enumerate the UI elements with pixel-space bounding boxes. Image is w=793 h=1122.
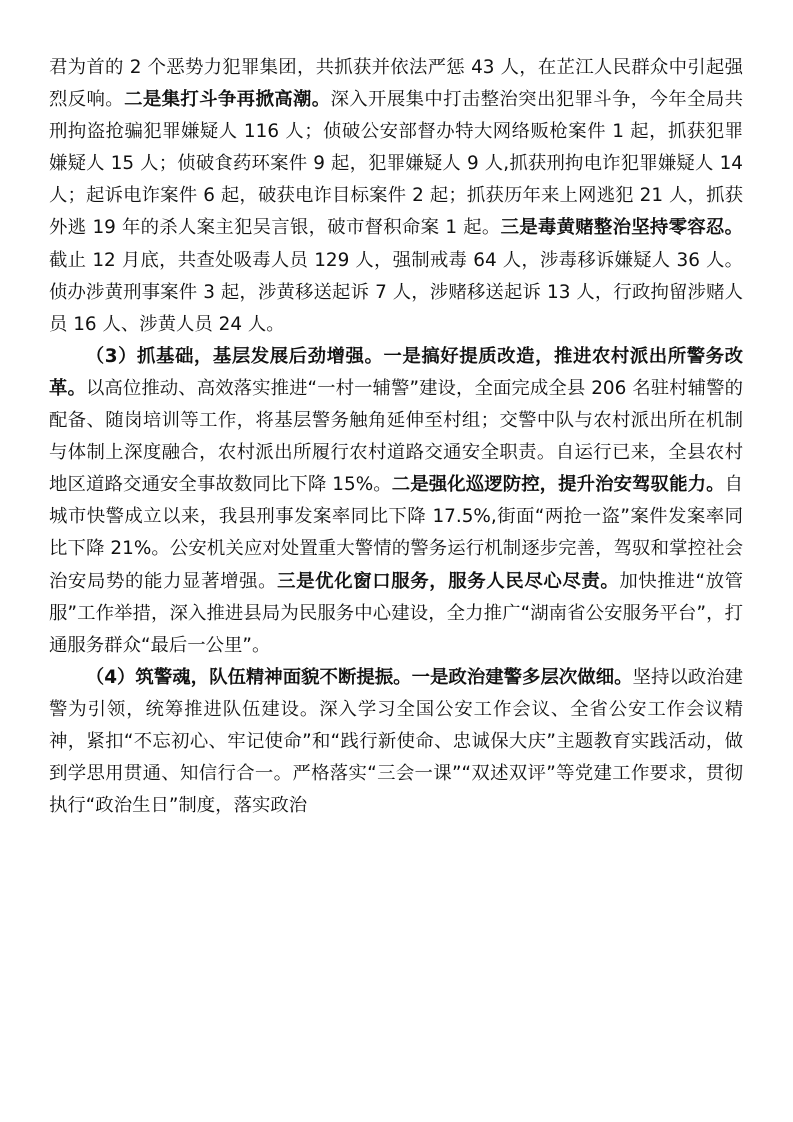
- section-heading: （3）抓基础，基层发展后劲增强。一是搞好提质改造，推进农村派出所警务改革。: [49, 345, 743, 399]
- paragraph-2: [49, 341, 743, 662]
- bold-heading: 二是集打斗争再掀高潮。: [124, 89, 331, 111]
- paragraph-1: [49, 52, 743, 341]
- text-run: 以高位推动、高效落实推进“一村一辅警”建设，全面完成全县 206 名驻村辅警的配备、随岗培训等工作，将基层警务触角延伸至村组；交警中队与农村派出所在机制与体制上深度融合，农村派出所履行农村道路交通安全职责。自运行已来，全县农村地区道路交通安全事故数同比下降 15%。: [49, 377, 743, 496]
- bold-heading: 三是优化窗口服务，服务人民尽心尽责。: [277, 570, 620, 592]
- paragraph-3: [49, 662, 743, 822]
- text-run: 自城市快警成立以来，我县刑事发案率同比下降 17.5%,街面“两抢一盗”案件发案率同比下降 21%。公安机关应对处置重大警情的警务运行机制逐步完善，驾驭和掌控社会治安局势的能力显著增强。: [49, 474, 743, 592]
- text-run: 坚持以政治建警为引领，统筹推进队伍建设。深入学习全国公安工作会议、全省公安工作会议精神，紧扣“不忘初心、牢记使命”和“践行新使命、忠诚保大庆”主题教育实践活动，做到学思用贯通、知信行合一。严格落实“三会一课”“双述双评”等党建工作要求，贯彻执行“政治生日”制度，落实政治: [49, 666, 743, 817]
- text-run: 加快推进“放管服”工作举措，深入推进县局为民服务中心建设，全力推广“湖南省公安服务平台”，打通服务群众“最后一公里”。: [49, 570, 743, 656]
- section-heading: （4）筑警魂，队伍精神面貌不断提振。一是政治建警多层次做细。: [85, 666, 633, 688]
- text-run: 截止 12 月底，共查处吸毒人员 129 人，强制戒毒 64 人，涉毒移诉嫌疑人 36 人。侦办涉黄刑事案件 3 起，涉黄移送起诉 7 人，涉赌移送起诉 13 人，行政拘留涉赌人员 16 人、涉黄人员 24 人。: [49, 249, 743, 335]
- bold-heading: 三是毒黄赌整治坚持零容忍。: [500, 217, 743, 239]
- text-run: 君为首的 2 个恶势力犯罪集团，共抓获并依法严惩 43 人，在芷江人民群众中引起强烈反响。: [49, 57, 743, 111]
- document-page: [49, 52, 743, 822]
- bold-heading: 二是强化巡逻防控，提升治安驾驭能力。: [391, 474, 725, 496]
- text-run: 深入开展集中打击整治突出犯罪斗争，今年全局共刑拘盗抢骗犯罪嫌疑人 116 人；侦破公安部督办特大网络贩枪案件 1 起，抓获犯罪嫌疑人 15 人；侦破食药环案件 9 起，犯罪嫌疑人 9 人,抓获刑拘电诈犯罪嫌疑人 14 人；起诉电诈案件 6 起，破获电诈目标案件 2 起；抓获历年来上网逃犯 21 人，抓获外逃 19 年的杀人案主犯吴言银，破市督积命案 1 起。: [49, 89, 743, 239]
